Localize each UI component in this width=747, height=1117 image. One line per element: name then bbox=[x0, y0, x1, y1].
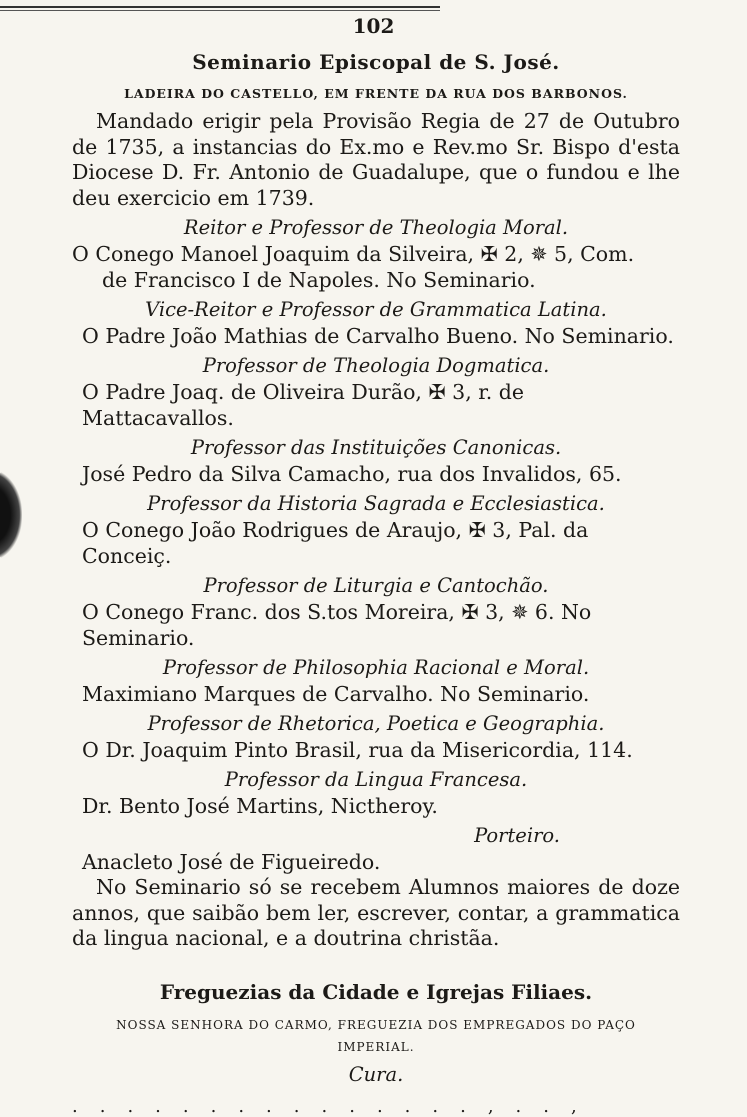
role-heading: Professor de Theologia Dogmatica. bbox=[202, 354, 550, 377]
person-line: Anacleto José de Figueiredo. bbox=[82, 850, 381, 874]
role-heading: Porteiro. bbox=[474, 824, 560, 847]
role-heading: Professor de Philosophia Racional e Moral. bbox=[162, 656, 590, 679]
page-title: Seminario Episcopal de S. José. bbox=[192, 50, 560, 74]
role-heading: Vice-Reitor e Professor de Grammatica Latina. bbox=[145, 298, 607, 321]
page-body bbox=[72, 50, 680, 1117]
role-heading: Professor da Historia Sagrada e Ecclesiastica. bbox=[147, 492, 605, 515]
section-title: Freguezias da Cidade e Igrejas Filiaes. bbox=[159, 979, 593, 1004]
role-heading: Reitor e Professor de Theologia Moral. bbox=[183, 216, 569, 239]
header-rule-thin bbox=[0, 10, 440, 11]
person-line: José Pedro da Silva Camacho, rua dos Invalidos, 65. bbox=[82, 462, 622, 486]
section-subtitle-cont: IMPERIAL. bbox=[337, 1039, 415, 1054]
person-line: de Francisco I de Napoles. No Seminario. bbox=[102, 268, 536, 292]
person-line: O Padre João Mathias de Carvalho Bueno. No Seminario. bbox=[82, 324, 674, 348]
role-heading: Professor de Rhetorica, Poetica e Geographia. bbox=[147, 712, 605, 735]
role-heading: Professor das Instituições Canonicas. bbox=[190, 436, 562, 459]
ink-blot bbox=[0, 470, 22, 560]
address: LADEIRA DO CASTELLO, EM FRENTE DA RUA DOS BARBONOS. bbox=[124, 86, 628, 101]
role-heading: Professor de Liturgia e Cantochão. bbox=[203, 574, 549, 597]
header-rule bbox=[0, 6, 440, 8]
dot-leader: ...............,.., bbox=[72, 1095, 599, 1117]
person-line: O Conego Franc. dos S.tos Moreira, ✠ 3, ✵ 6. No Seminario. bbox=[82, 600, 592, 650]
page-number: 102 bbox=[352, 14, 395, 38]
section-role: Cura. bbox=[348, 1062, 404, 1086]
role-heading: Professor da Lingua Francesa. bbox=[224, 768, 528, 791]
person-line: O Conego Manoel Joaquim da Silveira, ✠ 2, ✵ 5, Com. bbox=[72, 242, 635, 266]
person-line: O Padre Joaq. de Oliveira Durão, ✠ 3, r. de Mattacavallos. bbox=[82, 380, 525, 430]
intro-paragraph: Mandado erigir pela Provisão Regia de 27 de Outubro de 1735, a instancias do Ex.mo e Rev.mo Sr. Bispo d'esta Diocese D. Fr. Antonio de Guadalupe, que o fundou e lhe deu exercicio em 1739. bbox=[72, 109, 680, 210]
person-line: O Dr. Joaquim Pinto Brasil, rua da Misericordia, 114. bbox=[82, 738, 633, 762]
person-line: Maximiano Marques de Carvalho. No Seminario. bbox=[82, 682, 590, 706]
person-line: Dr. Bento José Martins, Nictheroy. bbox=[82, 794, 438, 818]
person-line: O Conego João Rodrigues de Araujo, ✠ 3, Pal. da Conceiç. bbox=[82, 518, 589, 568]
section-subtitle: NOSSA SENHORA DO CARMO, FREGUEZIA DOS EMPREGADOS DO PAÇO bbox=[116, 1017, 636, 1032]
note-paragraph: No Seminario só se recebem Alumnos maiores de doze annos, que saibão bem ler, escrever, contar, a grammatica da lingua nacional, e a doutrina christãa. bbox=[72, 875, 680, 950]
